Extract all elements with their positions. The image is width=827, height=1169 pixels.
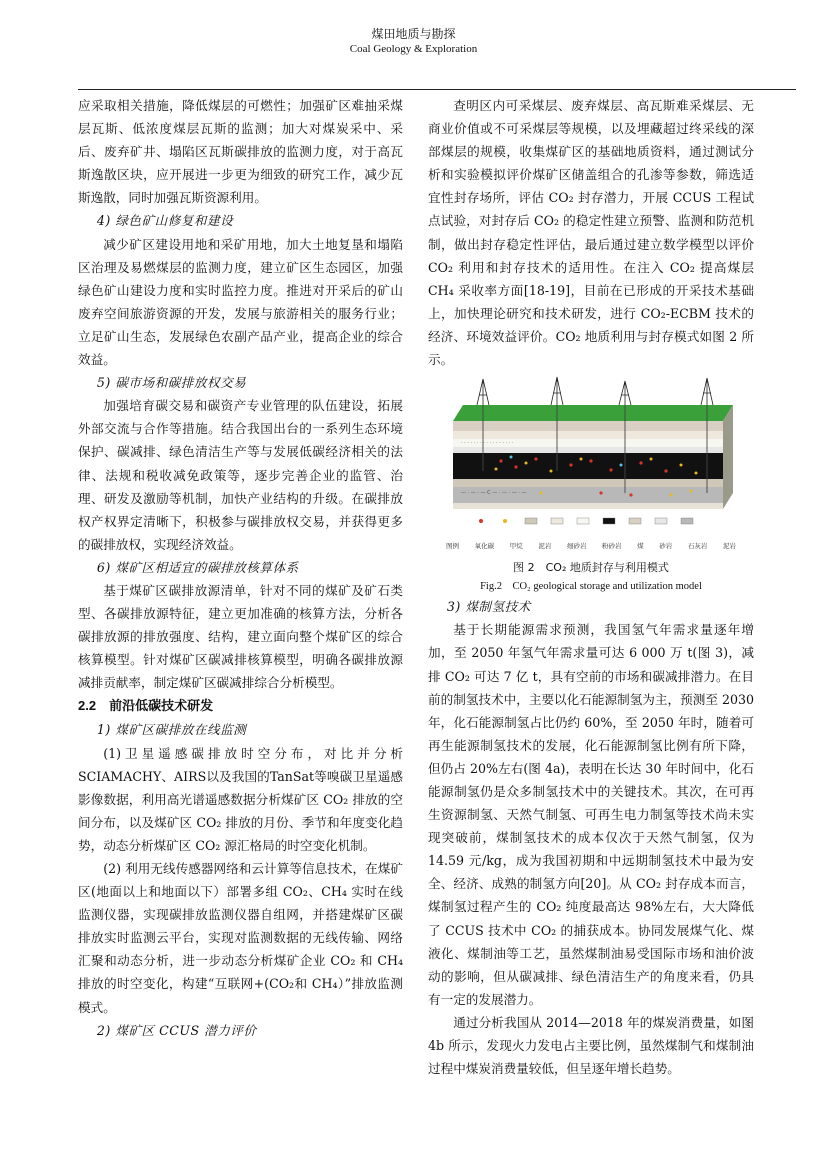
section-heading: 2.2 前沿低碳技术研发: [78, 698, 214, 714]
geological-model-illustration: [441, 375, 741, 535]
subsection-heading: 4) 绿色矿山修复和建设: [96, 213, 234, 229]
figure-caption-en: Fig.2 CO₂ geological storage and utilization model: [480, 581, 702, 593]
paragraph: (2) 利用无线传感器网络和云计算等信息技术，在煤矿区(地面以上和地面以下）部署多组 CO₂、CH₄ 实时在线监测仪器，实现碳排放监测仪器自组网，并搭建煤矿区碳排放实时监测云平台，实现对监测数据的无线传输、网络汇聚和动态分析，进一步动态分析煤矿企业 CO₂ 和 CH₄ 排放的时空变化，构建“互联网+(CO₂和 CH₄）”排放监测模式。: [78, 861, 403, 1015]
journal-header: [0, 26, 827, 56]
paragraph: 加强培育碳交易和碳资产专业管理的队伍建设，拓展外部交流与合作等措施。结合我国出台的一系列生态环境保护、碳减排、绿色清洁生产等与发展低碳经济相关的法律、法规和税收减免政策等，逐步完善企业的监管、治理、研发及激励等机制，加快产业结构的升级。在碳排放权产权界定清晰下，积极参与碳排放权交易，并获得更多的碳排放权，实现经济效益。: [78, 398, 403, 552]
subsection-heading: 5) 碳市场和碳排放权交易: [96, 375, 247, 391]
legend-label: 煤: [637, 542, 644, 551]
svg-text:— · — · — C — · — · — · —: — · — · — C — · — · — · —: [461, 490, 527, 497]
legend-label: 粉砂岩: [602, 542, 622, 551]
figure-caption-cn: 图 2 CO₂ 地质封存与利用模式: [513, 561, 669, 575]
paragraph: 基于煤矿区碳排放源清单，针对不同的煤矿及矿石类型、各碳排放源特征，建立更加准确的核算方法，分析各碳排放源的排放强度、结构，建立面向整个煤矿区的综合核算模型。针对煤矿区碳减排核算模型，明确各碳排放源减排贡献率，制定煤矿区碳减排综合分析模型。: [78, 582, 403, 691]
figure-2: [428, 375, 754, 595]
legend-label: 砂岩: [659, 542, 673, 551]
paragraph: 基于长期能源需求预测，我国氢气年需求量逐年增加，至 2050 年氢气年需求量可达 6 000 万 t(图 3)，减排 CO₂ 可达 7 亿 t，具有空前的市场和碳减排潜力。在目前的制氢技术中，主要以化石能源制氢为主，预测至 2030 年，化石能源制氢占比仍约 60%，至 2050 年时，随着可再生能源制氢技术的发展，化石能源制氢比例有所下降，但仍占 20%左右(图 4a)，表明在长达 30 年时间中，化石能源制氢仍是众多制氢技术中的关键技术。其次，在可再生资源制氢、天然气制氢、可再生电力制氢等技术尚未实现突破前，煤制氢技术的成本仅次于天然气制氢，仅为 14.59 元/kg，成为我国初期和中远期制氢技术中最为安全、经济、成熟的制氢方向[20]。从 CO₂ 封存成本而言，煤制氢过程产生的 CO₂ 纯度最高达 98%左右，大大降低了 CCUS 技术中 CO₂ 的捕获成本。协同发展煤气化、煤液化、煤制油等工艺，虽然煤制油易受国际市场和油价波动的影响，但从碳减排、绿色清洁生产的角度来看，仍具有一定的发展潜力。: [428, 622, 754, 1007]
coal-seam: [453, 453, 723, 479]
subsection-heading: 6) 煤矿区相适宜的碳排放核算体系: [96, 559, 299, 575]
paragraph: 减少矿区建设用地和采矿用地，加大土地复垦和塌陷区治理及易燃煤层的监测力度，建立矿区生态园区，加强绿色矿山建设力度和实时监控力度。推进对开采后的矿山废弃空间旅游资源的开发，发展与旅游相关的服务行业；立足矿山生态，发展绿色农副产品产业，提高企业的综合效益。: [78, 236, 403, 368]
svg-text:· · · · · · · · · · · · · · ·: · · · · · · · · · · · · · · · · ·: [461, 440, 514, 447]
paragraph: (1)卫星遥感碳排放时空分布，对比并分析SCIAMACHY、AIRS以及我国的TanSat等嗅碳卫星遥感影像数据，利用高光谱遥感数据分析煤矿区 CO₂ 排放的空间分布，以及煤矿区 CO₂ 排放的月份、季节和年度变化趋势，动态分析煤矿区 CO₂ 源汇格局的时空变化机制。: [78, 745, 403, 853]
header-rule: [78, 89, 796, 90]
ground-surface: [453, 405, 733, 421]
right-column: [428, 94, 754, 1080]
figure-legend: [428, 535, 754, 558]
legend-label: 泥岩: [538, 542, 552, 551]
legend-label: 甲烷: [509, 542, 523, 551]
paragraph: 通过分析我国从 2014—2018 年的煤炭消费量，如图 4b 所示，发现火力发电占主要比例，虽然煤制气和煤制油过程中煤炭消费量较低，但呈逐年增长趋势。: [428, 1014, 754, 1077]
paragraph: 应采取相关措施，降低煤层的可燃性；加强矿区难抽采煤层瓦斯、低浓度煤层瓦斯的监测；加大对煤炭采中、采后、废弃矿井、塌陷区瓦斯碳排放的监测力度，对于高瓦斯逸散区块，应开展进一步更为细致的研究工作，减少瓦斯逸散，同时加强瓦斯资源利用。: [78, 98, 403, 206]
subsection-heading: 1) 煤矿区碳排放在线监测: [96, 722, 247, 738]
subsection-heading: 3) 煤制氢技术: [446, 599, 531, 615]
legend-label: 氧化碳: [474, 542, 495, 551]
legend-label: 泥岩: [722, 542, 736, 551]
journal-title-en: Coal Geology & Exploration: [349, 43, 478, 55]
legend-label: 图例: [446, 542, 459, 551]
journal-title-cn: 煤田地质与勘探: [371, 27, 456, 41]
legend-label: 石灰岩: [687, 542, 708, 551]
legend-label: 细砂岩: [566, 542, 587, 551]
left-column: [78, 94, 403, 1042]
paragraph: 查明区内可采煤层、废弃煤层、高瓦斯难采煤层、无商业价值或不可采煤层等规模，以及埋藏超过终采线的深部煤层的规模，收集煤矿区的基础地质资料，通过测试分析和实验模拟评价煤矿区储盖组合的孔渗等参数，筛选适宜性封存场所，评估 CO₂ 封存潜力，开展 CCUS 工程试点试验，对封存后 CO₂ 的稳定性建立预警、监测和防范机制，做出封存稳定性评估，最后通过建立数学模型以评价 CO₂ 利用和封存技术的适用性。在注入 CO₂ 提高煤层 CH₄ 采收率方面[18-19]，目前在已形成的开采技术基础上，加快理论研究和技术研发，进行 CO₂-ECBM 技术的经济、环境效益评价。CO₂ 地质利用与封存模式如图 2 所示。: [428, 98, 754, 368]
subsection-heading: 2) 煤矿区 CCUS 潜力评价: [96, 1022, 257, 1038]
